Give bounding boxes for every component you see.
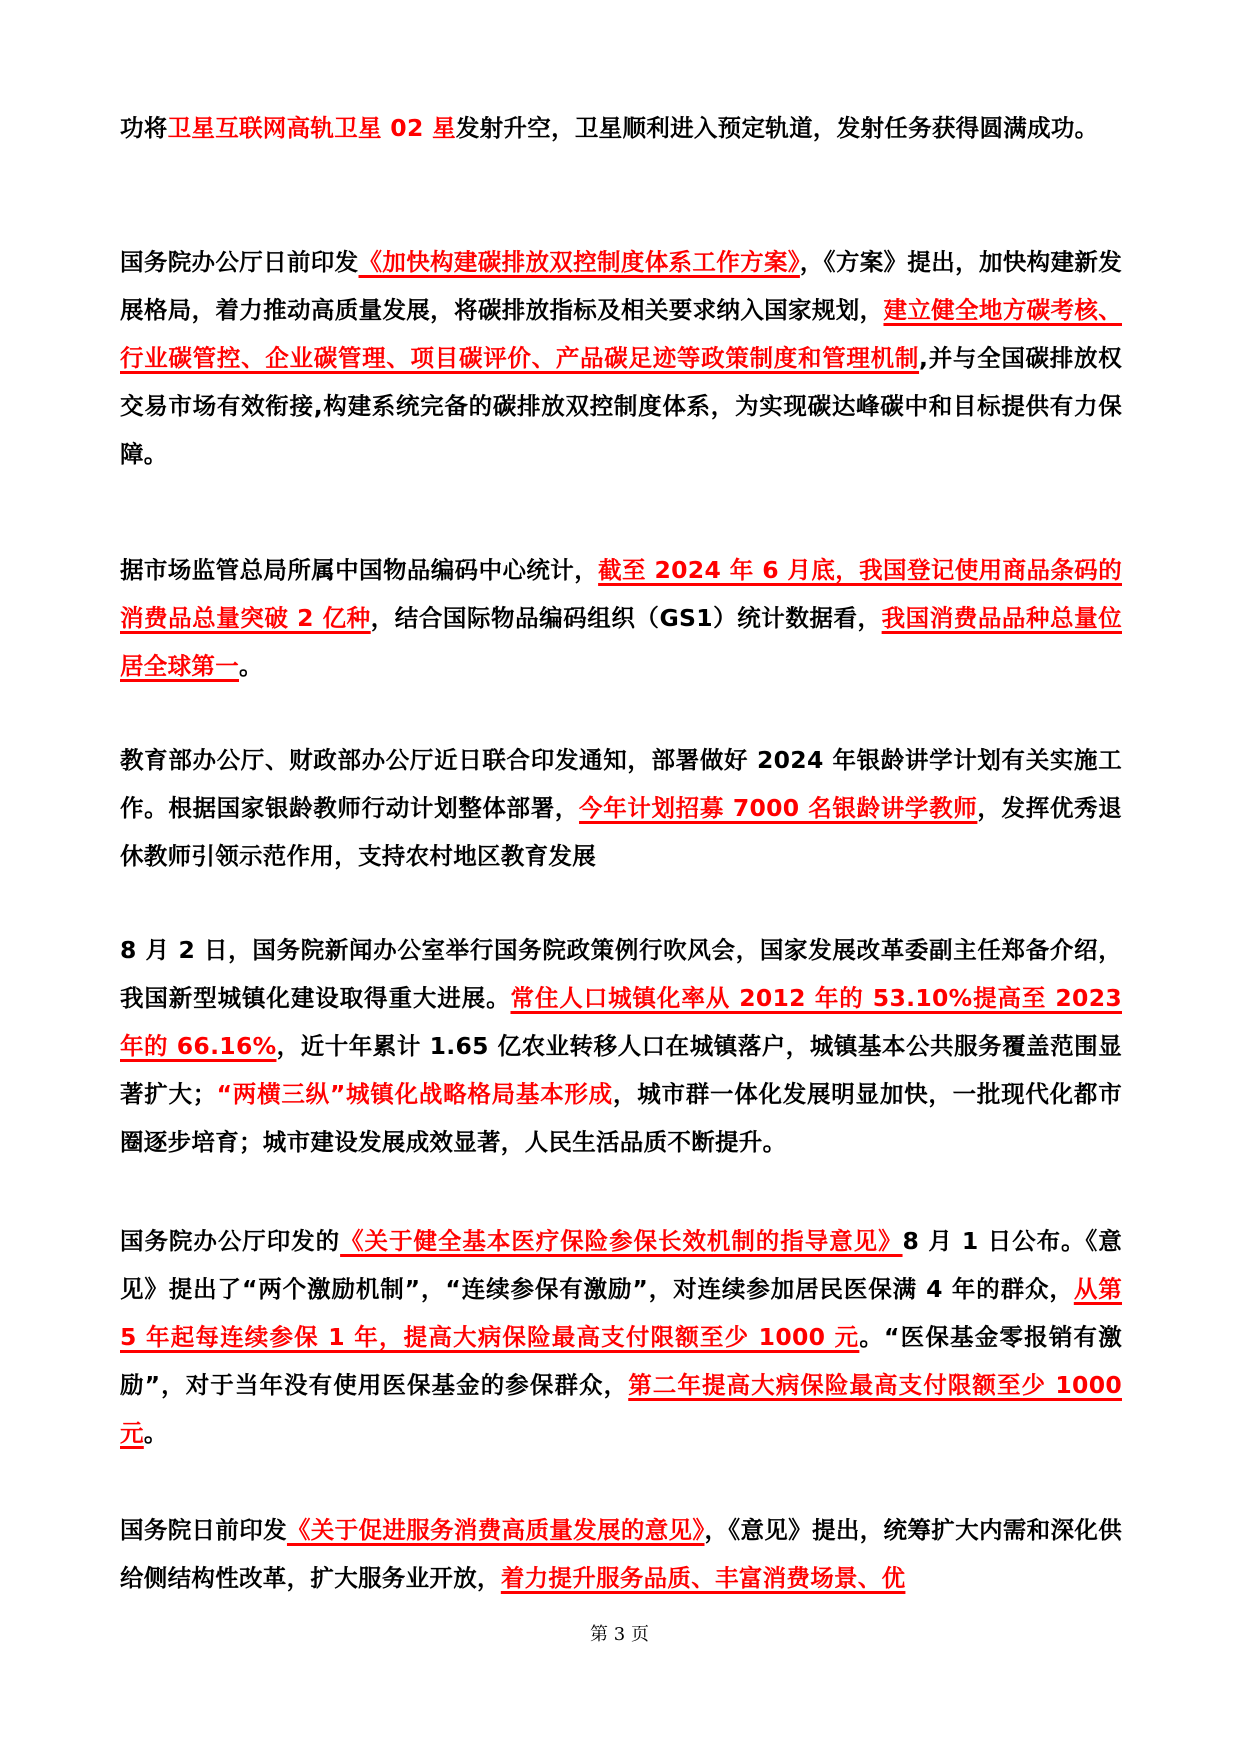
body-text: ，结合国际物品编码组织（GS1）统计数据看，: [370, 604, 882, 632]
paragraph-satellite: [120, 104, 1122, 152]
body-text: 功将: [120, 114, 168, 142]
body-text: ，城市群一体化发展明显加快，一批现代化都市圈逐步培育；城市建设发展成效显著，人民生活品质不断提升。: [120, 1080, 1122, 1156]
body-text: 据市场监管总局所属中国物品编码中心统计，: [120, 556, 599, 584]
paragraph-barcode: [120, 546, 1122, 690]
highlighted-text: 第二年提高大病保险最高支付限额至少 1000 元: [120, 1371, 1122, 1447]
highlighted-text: 建立健全地方碳考核、行业碳管控、企业碳管理、项目碳评价、产品碳足迹等政策制度和管理机制: [120, 296, 1122, 372]
highlighted-text: 卫星互联网高轨卫星 02 星: [167, 114, 456, 142]
body-text: ，近十年累计 1.65 亿农业转移人口在城镇落户，城镇基本公共服务覆盖范围显著扩大；: [120, 1032, 1122, 1108]
body-text: 国务院办公厅印发的: [120, 1227, 341, 1255]
page-number: 第 3 页: [590, 1624, 649, 1645]
paragraph-service-consumption: [120, 1506, 1122, 1602]
highlighted-text: 《加快构建碳排放双控制度体系工作方案》: [358, 248, 800, 276]
paragraph-medical-insurance: [120, 1217, 1122, 1457]
highlighted-text: 我国消费品品种总量位居全球第一: [120, 604, 1122, 680]
body-text: 。: [239, 652, 263, 680]
body-text: 8 月 1 日公布。《意见》提出了“两个激励机制”，“连续参保有激励”，对连续参加居民医保满 4 年的群众，: [120, 1227, 1123, 1303]
body-text: 8 月 2 日，国务院新闻办公室举行国务院政策例行吹风会，国家发展改革委副主任郑备介绍，我国新型城镇化建设取得重大进展。: [120, 936, 1122, 1012]
paragraph-urbanization: [120, 926, 1122, 1166]
body-text: 。: [143, 1419, 168, 1447]
paragraph-silver-teachers: [120, 736, 1122, 880]
body-text: 。“医保基金零报销有激励”，对于当年没有使用医保基金的参保群众，: [120, 1323, 1122, 1399]
body-text: ，发挥优秀退休教师引领示范作用，支持农村地区教育发展: [120, 794, 1122, 870]
body-text: 教育部办公厅、财政部办公厅近日联合印发通知，部署做好 2024 年银龄讲学计划有关实施工作。根据国家银龄教师行动计划整体部署，: [120, 746, 1122, 822]
highlighted-text: 从第 5 年起每连续参保 1 年，提高大病保险最高支付限额至少 1000 元: [120, 1275, 1123, 1351]
body-text: ，《意见》提出，统筹扩大内需和深化供给侧结构性改革，扩大服务业开放，: [120, 1516, 1122, 1592]
highlighted-text: “两横三纵”城镇化战略格局基本形成: [216, 1080, 613, 1108]
body-text: ，《方案》提出，加快构建新发展格局，着力推动高质量发展，将碳排放指标及相关要求纳入国家规划，: [120, 248, 1123, 324]
body-text: 发射升空，卫星顺利进入预定轨道，发射任务获得圆满成功。: [455, 114, 1099, 142]
highlighted-text: 着力提升服务品质、丰富消费场景、优: [500, 1564, 906, 1592]
body-text: 国务院日前印发: [120, 1516, 287, 1544]
highlighted-text: 常住人口城镇化率从 2012 年的 53.10%提高至 2023 年的 66.16%: [120, 984, 1122, 1060]
body-text: 国务院办公厅日前印发: [120, 248, 359, 276]
body-text: ,并与全国碳排放权交易市场有效衔接,构建系统完备的碳排放双控制度体系，为实现碳达峰碳中和目标提供有力保障。: [120, 344, 1122, 468]
highlighted-text: 截至 2024 年 6 月底，我国登记使用商品条码的消费品总量突破 2 亿种: [120, 556, 1122, 632]
paragraph-carbon-control: [120, 238, 1122, 478]
highlighted-text: 今年计划招募 7000 名银龄讲学教师: [579, 794, 978, 822]
highlighted-text: 《关于健全基本医疗保险参保长效机制的指导意见》: [340, 1227, 903, 1255]
highlighted-text: 《关于促进服务消费高质量发展的意见》: [286, 1516, 705, 1544]
